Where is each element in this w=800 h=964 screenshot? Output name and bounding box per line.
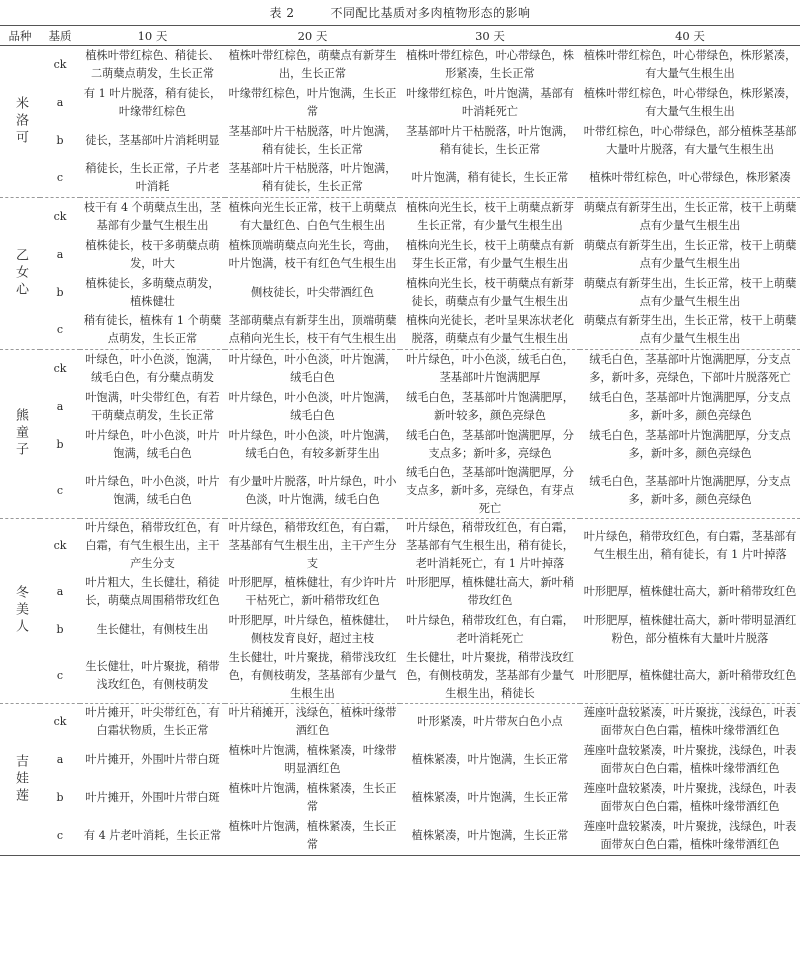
day30-cell: 植株紧凑，叶片饱满，生长正常 <box>411 791 569 804</box>
variety-cell: 熊童子 <box>0 350 40 519</box>
day20-cell: 叶片绿色，叶小色淡，叶片饱满，绒毛白色 <box>228 390 397 422</box>
substrate-cell: c <box>40 817 80 855</box>
table-row <box>0 236 800 274</box>
day20-cell: 侧枝徒长，叶尖带酒红色 <box>250 285 375 299</box>
day30-cell: 叶片绿色，稍带玫红色，有白霜，茎基部有气生根生出，稍有徒长，老叶消耗死亡，有 1 片叶掉落 <box>406 520 574 570</box>
substrate-cell: c <box>40 649 80 704</box>
day40-cell: 莲座叶盘较紧凑，叶片聚拢，浅绿色，叶表面带灰白色白霜，植株叶缘带酒红色 <box>583 706 797 738</box>
day10-cell: 植株徒长，枝干多萌蘖点萌发，叶大 <box>85 238 220 270</box>
day30-cell: 叶片饱满，稍有徒长，生长正常 <box>400 160 580 198</box>
day20-cell: 叶片稍摊开，浅绿色，植株叶缘带酒红色 <box>228 706 397 738</box>
day40-cell: 绒毛白色，茎基部叶片饱满肥厚，分支点多，新叶多，颜色亮绿色 <box>589 428 791 460</box>
day30-cell: 绒毛白色，茎基部叶片饱满肥厚，新叶较多，颜色亮绿色 <box>406 390 574 422</box>
day10-cell: 叶片绿色，稍带玫红色，有白霜，有气生根生出，主干产生分支 <box>85 520 220 570</box>
substrate-cell: ck <box>53 715 67 729</box>
day30-cell: 植株向光徒长，老叶呈果冻状老化脱落，萌蘖点有少量气生根生出 <box>400 312 580 350</box>
table-row <box>0 388 800 426</box>
day30-cell: 植株向光生长，枝干萌蘖点有新芽徒长，萌蘖点有少量气生根生出 <box>406 276 574 308</box>
header-row <box>0 26 800 46</box>
day40-cell: 植株叶带红棕色，叶心带绿色，株形紧凑，有大量气生根生出 <box>583 86 797 118</box>
day20-cell: 叶片绿色，稍带玫红色，有白霜，茎基部有气生根生出，主干产生分支 <box>228 520 397 570</box>
day10-cell: 叶片摊开，外围叶片带白斑 <box>85 753 220 766</box>
day10-cell: 有 4 片老叶消耗，生长正常 <box>80 817 225 855</box>
substrate-cell: a <box>56 753 64 766</box>
header-day20: 20 天 <box>225 26 400 46</box>
header-variety: 品种 <box>0 26 40 46</box>
substrate-cell: a <box>56 247 64 261</box>
day20-cell: 叶缘带红棕色，叶片饱满，生长正常 <box>228 86 397 118</box>
day20-cell: 叶形肥厚，植株健壮，有少许叶片干枯死亡，新叶稍带玫红色 <box>228 575 397 607</box>
header-day10: 10 天 <box>80 26 225 46</box>
day40-cell: 植株叶带红棕色，叶心带绿色，株形紧凑 <box>580 160 800 198</box>
substrate-cell: a <box>56 584 64 598</box>
day20-cell: 茎部萌蘖点有新芽生出，顶端萌蘖点稍向光生长，枝干有气生根生出 <box>225 312 400 350</box>
variety-cell: 吉娃莲 <box>0 703 40 855</box>
day10-cell: 叶饱满，叶尖带红色，有若干萌蘖点萌发，生长正常 <box>85 390 220 422</box>
day30-cell: 绒毛白色，茎基部叶饱满肥厚，分支点多，新叶多，亮绿色，有芽点死亡 <box>400 464 580 519</box>
substrate-cell: ck <box>53 57 67 71</box>
table-title: 不同配比基质对多肉植物形态的影响 <box>330 6 531 20</box>
table-row <box>0 573 800 611</box>
day40-cell: 叶形肥厚，植株健壮高大，新叶稍带玫红色 <box>583 584 797 598</box>
substrate-cell: b <box>56 791 64 804</box>
day20-cell: 有少量叶片脱落，叶片绿色，叶小色淡，叶片饱满，绒毛白色 <box>225 464 400 519</box>
day30-cell: 叶形紧凑，叶片带灰白色小点 <box>417 715 563 729</box>
substrate-cell: b <box>56 437 64 451</box>
day40-cell: 叶形肥厚，植株健壮高大，新叶带明显酒红粉色，部分植株有大量叶片脱落 <box>583 613 797 645</box>
day10-cell: 叶片粗大，生长健壮，稍徒长，萌蘖点周围稍带玫红色 <box>85 575 220 607</box>
substrate-cell: a <box>56 95 64 109</box>
table-row <box>0 817 800 855</box>
morphology-table <box>0 25 800 856</box>
day10-cell: 徒长，茎基部叶片消耗明显 <box>85 133 220 147</box>
day10-cell: 有 1 叶片脱落，稍有徒长，叶缘带红棕色 <box>83 86 222 118</box>
table-row <box>0 84 800 122</box>
day10-cell: 生长健壮，叶片聚拢，稍带浅玫红色，有侧枝萌发 <box>80 649 225 704</box>
day30-cell: 生长健壮，叶片聚拢，稍带浅玫红色，有侧枝萌发，茎基部有少量气生根生出，稍徒长 <box>400 649 580 704</box>
day10-cell: 稍徒长，生长正常，子片老叶消耗 <box>80 160 225 198</box>
day40-cell: 绒毛白色，茎基部叶片饱满肥厚，分支点多，新叶多，颜色亮绿色 <box>580 464 800 519</box>
day20-cell: 植株叶片饱满，植株紧凑，生长正常 <box>228 782 397 813</box>
day20-cell: 植株叶带红棕色，萌蘖点有新芽生出，生长正常 <box>228 48 397 80</box>
table-row <box>0 464 800 519</box>
day30-cell: 植株紧凑，叶片饱满，生长正常 <box>400 817 580 855</box>
header-substrate: 基质 <box>40 26 80 46</box>
day40-cell: 莲座叶盘较紧凑，叶片聚拢，浅绿色，叶表面带灰白色白霜，植株叶缘带酒红色 <box>580 817 800 855</box>
table-row <box>0 649 800 704</box>
substrate-cell: c <box>40 160 80 198</box>
day30-cell: 叶缘带红棕色，叶片饱满，基部有叶消耗死亡 <box>406 86 574 118</box>
table-row <box>0 703 800 741</box>
day20-cell: 植株顶端萌蘖点向光生长，弯曲，叶片饱满，枝干有红色气生根生出 <box>228 238 397 270</box>
day20-cell: 茎基部叶片干枯脱落，叶片饱满，稍有徒长，生长正常 <box>225 160 400 198</box>
day40-cell: 萌蘖点有新芽生出，生长正常，枝干上萌蘖点有少量气生根生出 <box>583 238 797 270</box>
table-row <box>0 198 800 236</box>
day30-cell: 绒毛白色，茎基部叶饱满肥厚，分支点多；新叶多，亮绿色 <box>406 428 574 460</box>
day10-cell: 植株叶带红棕色、稍徒长、二萌蘖点萌发，生长正常 <box>85 48 220 80</box>
table-row <box>0 274 800 312</box>
table-row <box>0 46 800 84</box>
variety-cell: 乙女心 <box>0 198 40 350</box>
day40-cell: 植株叶带红棕色，叶心带绿色，株形紧凑，有大量气生根生出 <box>583 48 797 80</box>
table-number: 表 2 <box>269 6 295 20</box>
day20-cell: 植株叶片饱满，植株紧凑，生长正常 <box>225 817 400 855</box>
day40-cell: 莲座叶盘较紧凑，叶片聚拢，浅绿色，叶表面带灰白色白霜，植株叶缘带酒红色 <box>583 744 797 775</box>
table-row <box>0 350 800 388</box>
day40-cell: 萌蘖点有新芽生出，生长正常，枝干上萌蘖点有少量气生根生出 <box>583 276 797 308</box>
day40-cell: 萌蘖点有新芽生出，生长正常，枝干上萌蘖点有少量气生根生出 <box>583 200 797 232</box>
day40-cell: 莲座叶盘较紧凑，叶片聚拢，浅绿色，叶表面带灰白色白霜，植株叶缘带酒红色 <box>583 782 797 813</box>
substrate-cell: ck <box>53 361 67 375</box>
day20-cell: 叶形肥厚，叶片绿色，植株健壮，侧枝发育良好，超过主枝 <box>228 613 397 645</box>
day40-cell: 叶形肥厚，植株健壮高大，新叶稍带玫红色 <box>580 649 800 704</box>
table-row <box>0 122 800 160</box>
variety-cell: 米洛可 <box>0 46 40 198</box>
day30-cell: 植株叶带红棕色，叶心带绿色，株形紧凑，生长正常 <box>406 48 574 80</box>
table-row <box>0 741 800 779</box>
substrate-cell: b <box>56 133 64 147</box>
day10-cell: 叶片摊开，外围叶片带白斑 <box>85 791 220 804</box>
day40-cell: 叶带红棕色，叶心带绿色，部分植株茎基部大量叶片脱落，有大量气生根生出 <box>583 124 797 156</box>
table-row <box>0 518 800 573</box>
day30-cell: 叶片绿色，稍带玫红色，有白霜，老叶消耗死亡 <box>406 613 574 645</box>
substrate-cell: c <box>40 464 80 519</box>
table-row <box>0 611 800 649</box>
header-day40: 40 天 <box>580 26 800 46</box>
substrate-cell: c <box>40 312 80 350</box>
table-row <box>0 312 800 350</box>
day40-cell: 绒毛白色，茎基部叶片饱满肥厚，分支点多，新叶多，颜色亮绿色 <box>589 390 791 422</box>
substrate-cell: ck <box>53 538 67 552</box>
day10-cell: 叶片摊开，叶尖带红色，有白霜状物质，生长正常 <box>85 706 220 738</box>
table-row <box>0 779 800 817</box>
substrate-cell: a <box>56 399 64 413</box>
day20-cell: 生长健壮，叶片聚拢，稍带浅玫红色，有侧枝萌发，茎基部有少量气生根生出 <box>225 649 400 704</box>
day20-cell: 叶片绿色，叶小色淡，叶片饱满，绒毛白色 <box>228 352 397 384</box>
day20-cell: 叶片绿色，叶小色淡，叶片饱满，绒毛白色，有较多新芽生出 <box>228 428 397 460</box>
day40-cell: 绒毛白色，茎基部叶片饱满肥厚，分支点多，新叶多，亮绿色，下部叶片脱落死亡 <box>589 352 791 384</box>
day20-cell: 植株叶片饱满，植株紧凑，叶缘带明显酒红色 <box>228 744 397 775</box>
day30-cell: 茎基部叶片干枯脱落，叶片饱满，稍有徒长，生长正常 <box>406 124 574 156</box>
day10-cell: 叶片绿色，叶小色淡，叶片饱满，绒毛白色 <box>85 428 220 460</box>
day40-cell: 萌蘖点有新芽生出，生长正常，枝干上萌蘖点有少量气生根生出 <box>580 312 800 350</box>
day30-cell: 植株向光生长，枝干上萌蘖点新芽生长正常，有少量气生根生出 <box>406 200 574 232</box>
day20-cell: 茎基部叶片干枯脱落，叶片饱满，稍有徒长，生长正常 <box>228 124 397 156</box>
variety-cell: 冬美人 <box>0 518 40 703</box>
day30-cell: 植株紧凑，叶片饱满，生长正常 <box>411 753 569 766</box>
table-row <box>0 160 800 198</box>
day10-cell: 叶片绿色，叶小色淡，叶片饱满，绒毛白色 <box>80 464 225 519</box>
day10-cell: 稍有徒长，植株有 1 个萌蘖点萌发，生长正常 <box>80 312 225 350</box>
day30-cell: 叶片绿色，叶小色淡，绒毛白色，茎基部叶片饱满肥厚 <box>406 352 574 384</box>
header-day30: 30 天 <box>400 26 580 46</box>
substrate-cell: ck <box>53 209 67 223</box>
table-caption <box>0 4 800 21</box>
day20-cell: 植株向光生长正常，枝干上萌蘖点有大量红色、白色气生根生出 <box>228 200 397 232</box>
substrate-cell: b <box>56 285 64 299</box>
day10-cell: 叶绿色，叶小色淡，饱满，绒毛白色，有分蘖点萌发 <box>85 352 220 384</box>
table-row <box>0 426 800 464</box>
day10-cell: 生长健壮，有侧枝生出 <box>96 622 209 636</box>
day40-cell: 叶片绿色，稍带玫红色，有白霜，茎基部有气生根生出，稍有徒长，有 1 片叶掉落 <box>583 529 797 561</box>
day10-cell: 枝干有 4 个萌蘖点生出，茎基部有少量气生根生出 <box>83 200 222 232</box>
day30-cell: 叶形肥厚，植株健壮高大，新叶稍带玫红色 <box>406 575 574 607</box>
day30-cell: 植株向光生长，枝干上萌蘖点有新芽生长正常，有少量气生根生出 <box>406 238 574 270</box>
day10-cell: 植株徒长，多萌蘖点萌发，植株健壮 <box>85 276 220 308</box>
substrate-cell: b <box>56 622 64 636</box>
